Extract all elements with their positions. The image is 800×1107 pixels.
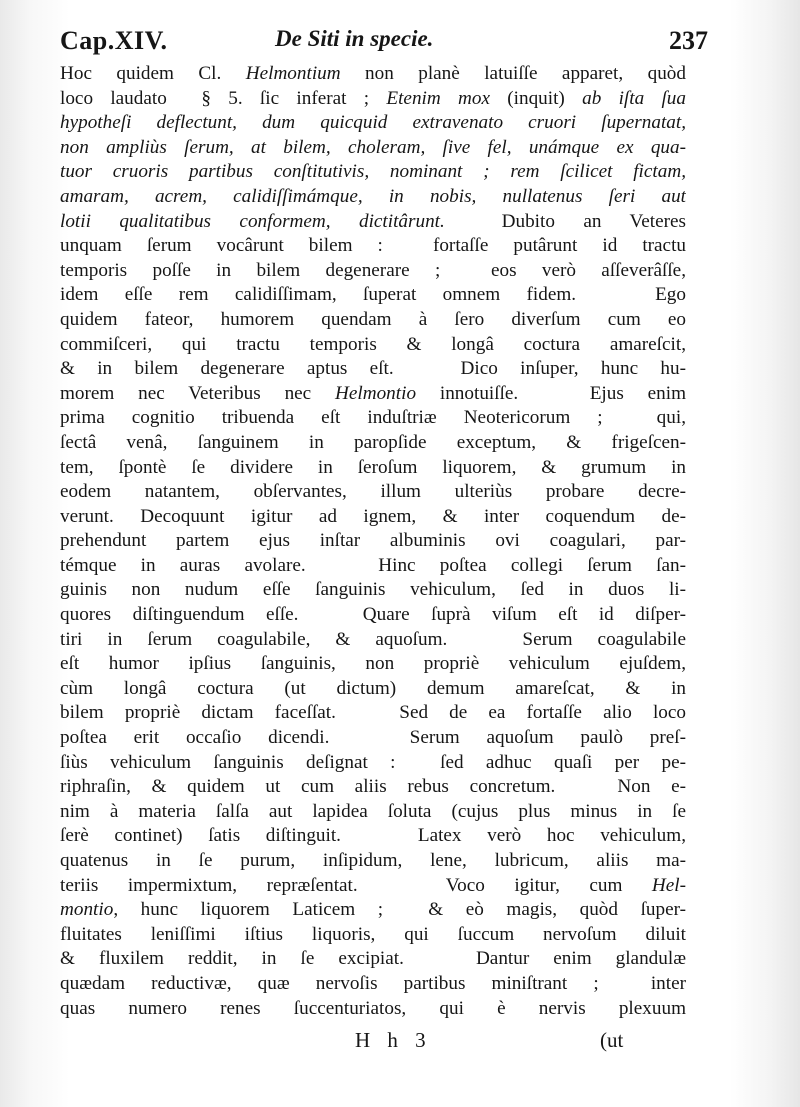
text-segment: non planè latuiſſe apparet, quòd xyxy=(340,63,686,84)
text-segment: tem, ſpontè ſe dividere in ſeroſum liquorem, & grumum in xyxy=(60,456,686,478)
text-segment: quidem fateor, humorem quendam à ſero diverſum cum eo xyxy=(60,308,686,330)
text-segment: ſiùs vehiculum ſanguinis deſignat : ſed adhuc quaſi per pe- xyxy=(60,751,686,773)
text-line xyxy=(60,456,686,481)
text-segment: guinis non nudum eſſe ſanguinis vehiculum, ſed in duos li- xyxy=(60,579,686,601)
italic-text-segment: tuor cruoris partibus conſtitutivis, nominant ; rem ſcilicet fictam, xyxy=(60,161,686,183)
text-line xyxy=(60,406,686,431)
text-segment: verunt. Decoquunt igitur ad ignem, & inter coquendum de- xyxy=(60,505,686,527)
text-segment: quores diſtinguendum eſſe. Quare ſuprà viſum eſt id diſper- xyxy=(60,604,686,626)
text-line xyxy=(60,554,686,579)
text-line xyxy=(60,357,686,382)
italic-text-segment: non ampliùs ſerum, at bilem, choleram, ſive fel, unámque ex qua- xyxy=(60,136,686,158)
text-segment: loco laudato § 5. ſic inferat ; xyxy=(60,87,387,109)
text-segment: fluitates leniſſimi iſtius liquoris, qui ſuccum nervoſum diluit xyxy=(60,923,686,945)
text-line xyxy=(60,947,686,972)
text-line xyxy=(60,972,686,997)
text-line xyxy=(60,160,686,185)
text-line xyxy=(60,185,686,210)
text-segment: poſtea erit occaſio dicendi. Serum aquoſum paulò preſ- xyxy=(60,727,686,749)
text-segment: morem nec Veteribus nec xyxy=(60,382,336,404)
text-line xyxy=(60,333,686,358)
text-line xyxy=(60,726,686,751)
text-line xyxy=(60,578,686,603)
text-segment: Hoc quidem Cl. xyxy=(60,63,246,84)
text-segment: quædam reductivæ, quæ nervoſis partibus miniſtrant ; inter xyxy=(60,972,686,994)
text-segment: teriis impermixtum, repræſentat. Voco igitur, cum xyxy=(60,874,652,896)
body-text xyxy=(60,62,686,1021)
text-line xyxy=(60,308,686,333)
italic-text-segment: ab iſta ſua xyxy=(582,87,686,109)
text-line xyxy=(60,898,686,923)
text-segment: tiri in ſerum coagulabile, & aquoſum. Serum coagulabile xyxy=(60,628,686,650)
running-title: De Siti in specie. xyxy=(275,26,434,51)
italic-text-segment: Etenim mox xyxy=(386,87,490,109)
text-line xyxy=(60,529,686,554)
text-line xyxy=(60,283,686,308)
catchword: (ut xyxy=(600,1028,624,1052)
italic-text-segment: lotii qualitatibus conformem, dictitârunt. xyxy=(60,210,445,232)
text-segment: bilem propriè dictam faceſſat. Sed de ea fortaſſe alio loco xyxy=(60,702,686,724)
text-line xyxy=(60,751,686,776)
text-line xyxy=(60,603,686,628)
text-segment: temporis poſſe in bilem degenerare ; eos verò aſſeverâſſe, xyxy=(60,259,686,281)
text-line xyxy=(60,62,686,87)
text-line xyxy=(60,480,686,505)
text-line xyxy=(60,677,686,702)
italic-text-segment: Helmontio xyxy=(335,382,417,404)
text-line xyxy=(60,87,686,112)
text-segment: & fluxilem reddit, in ſe excipiat. Dantur enim glandulæ xyxy=(60,948,686,970)
text-line xyxy=(60,800,686,825)
text-line xyxy=(60,775,686,800)
text-segment: Dubito an Veteres xyxy=(444,210,686,232)
text-line xyxy=(60,923,686,948)
text-line xyxy=(60,382,686,407)
text-segment: (inquit) xyxy=(489,87,583,109)
chapter-heading: Cap.XIV. xyxy=(60,26,168,55)
text-segment: quas numero renes ſuccenturiatos, qui è nervis plexuum xyxy=(60,997,686,1019)
text-segment: prima cognitio tribuenda eſt induſtriæ Neotericorum ; qui, xyxy=(60,407,686,429)
italic-text-segment: montio xyxy=(60,899,114,921)
text-segment: ſerè continet) ſatis diſtinguit. Latex verò hoc vehiculum, xyxy=(60,825,686,847)
text-segment: , hunc liquorem Laticem ; & eò magis, quòd ſuper- xyxy=(113,899,686,921)
text-segment: prehendunt partem ejus inſtar albuminis ovi coagulari, par- xyxy=(60,530,686,552)
text-segment: eodem natantem, obſervantes, illum ulteriùs probare decre- xyxy=(60,481,686,503)
text-segment: nim à materia ſalſa aut lapidea ſoluta (cujus plus minus in ſe xyxy=(60,800,686,822)
italic-text-segment: Hel- xyxy=(651,874,686,896)
text-segment: & in bilem degenerare aptus eſt. Dico inſuper, hunc hu- xyxy=(60,358,686,380)
italic-text-segment: amaram, acrem, calidiſſimámque, in nobis, nullatenus ſeri aut xyxy=(60,185,686,207)
text-segment: commiſceri, qui tractu temporis & longâ coctura amareſcit, xyxy=(60,333,686,355)
page-header xyxy=(60,22,708,62)
text-segment: eſt humor ipſius ſanguinis, non propriè vehiculum ejuſdem, xyxy=(60,653,686,675)
text-segment: témque in auras avolare. Hinc poſtea collegi ſerum ſan- xyxy=(60,554,686,576)
text-line xyxy=(60,652,686,677)
text-line xyxy=(60,111,686,136)
text-segment: riphraſin, & quidem ut cum aliis rebus concretum. Non e- xyxy=(60,776,686,798)
text-line xyxy=(60,505,686,530)
text-line xyxy=(60,997,686,1022)
text-line xyxy=(60,210,686,235)
text-segment: cùm longâ coctura (ut dictum) demum amareſcat, & in xyxy=(60,677,686,699)
text-line xyxy=(60,874,686,899)
signature-mark: H h 3 xyxy=(355,1028,432,1052)
page-number: 237 xyxy=(669,26,708,55)
page-footer xyxy=(60,1028,700,1062)
text-line xyxy=(60,431,686,456)
text-segment: innotuiſſe. Ejus enim xyxy=(416,382,686,404)
text-line xyxy=(60,259,686,284)
text-line xyxy=(60,234,686,259)
text-line xyxy=(60,136,686,161)
italic-text-segment: Helmontium xyxy=(245,63,341,84)
text-line xyxy=(60,824,686,849)
italic-text-segment: hypotheſi deflectunt, dum quicquid extravenato cruori ſupernatat, xyxy=(60,112,686,134)
text-segment: idem eſſe rem calidiſſimam, ſuperat omnem fidem. Ego xyxy=(60,284,686,306)
text-line xyxy=(60,628,686,653)
text-segment: ſectâ venâ, ſanguinem in paropſide exceptum, & frigeſcen- xyxy=(60,431,686,453)
text-line xyxy=(60,849,686,874)
text-segment: unquam ſerum vocârunt bilem : fortaſſe putârunt id tractu xyxy=(60,235,686,257)
text-line xyxy=(60,701,686,726)
text-segment: quatenus in ſe purum, inſipidum, lene, lubricum, aliis ma- xyxy=(60,850,686,871)
